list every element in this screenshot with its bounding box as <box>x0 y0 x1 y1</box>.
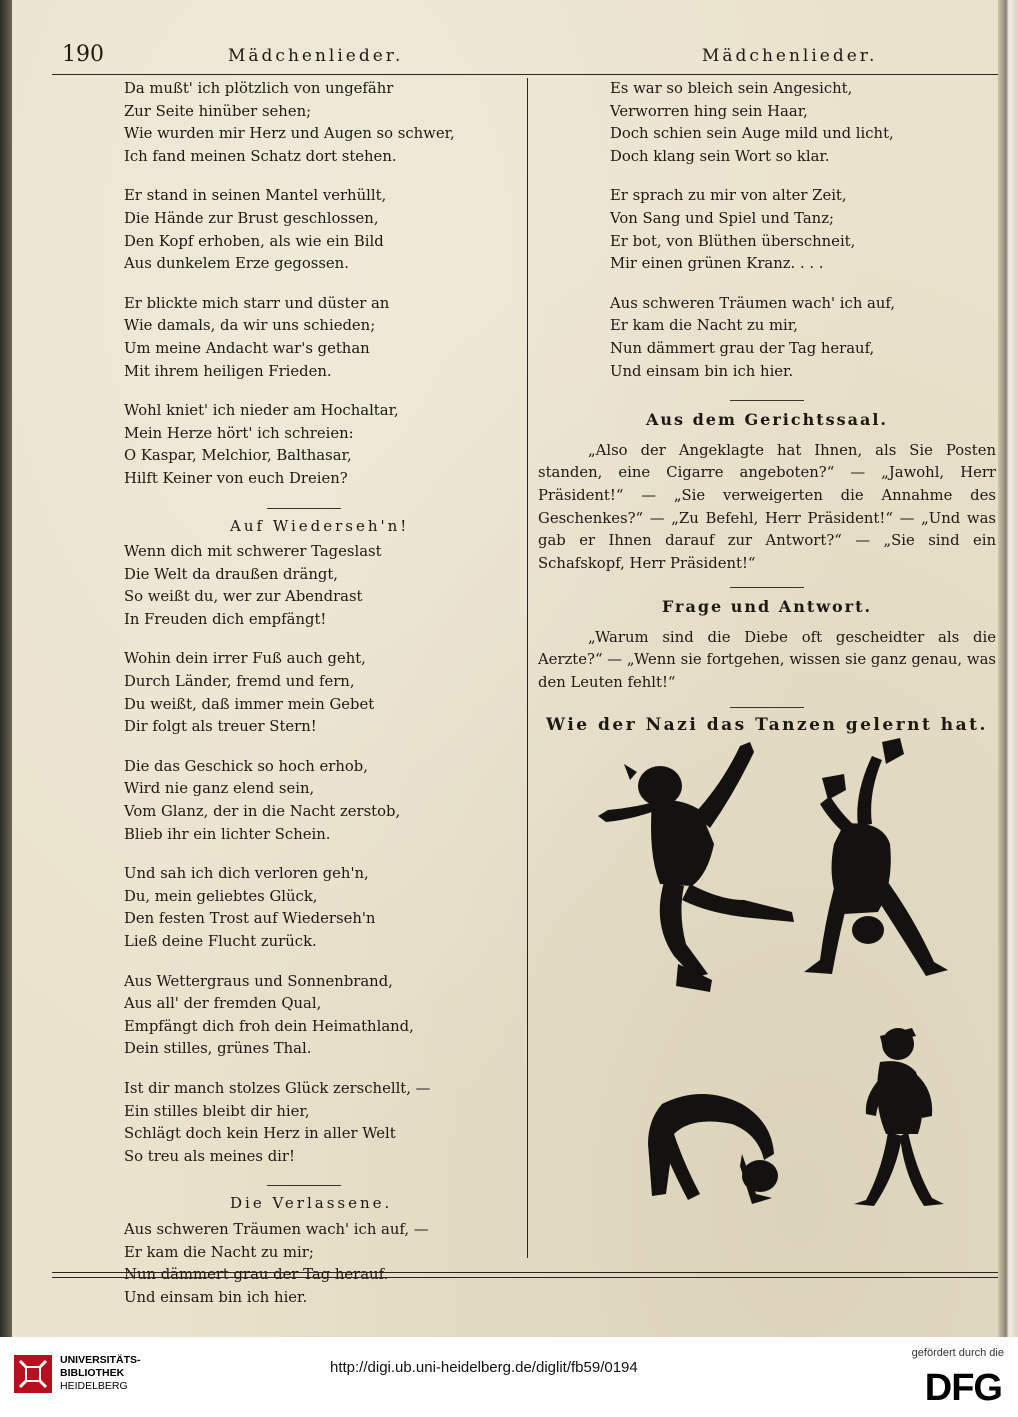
verse-line: In Freuden dich empfängt! <box>124 610 327 628</box>
verse-line: Er bot, von Blüthen überschneit, <box>610 232 856 250</box>
verse-line: Wie damals, da wir uns schieden; <box>124 317 376 335</box>
verse-line: Ist dir manch stolzes Glück zerschellt, — <box>124 1079 431 1097</box>
verse-line: Aus schweren Träumen wach' ich auf, — <box>124 1220 429 1238</box>
section-title-frage-antwort: Frage und Antwort. <box>661 597 873 617</box>
verse-line: Schlägt doch kein Herz in aller Welt <box>124 1125 396 1143</box>
silhouette-cartoon <box>582 724 1002 1224</box>
stanza <box>124 648 514 738</box>
verse-line: Zur Seite hinüber sehen; <box>124 102 312 120</box>
stanza <box>124 541 514 631</box>
stanza <box>124 1219 514 1309</box>
verse-line: Nun dämmert grau der Tag herauf. <box>124 1266 389 1284</box>
verse-line: Ich fand meinen Schatz dort stehen. <box>124 147 397 165</box>
dfg-logo: DFG <box>924 1367 1002 1409</box>
running-title-left: Mädchenlieder. <box>228 46 404 66</box>
viewer-footer <box>0 1337 1018 1417</box>
verse-line: Dir folgt als treuer Stern! <box>124 718 317 736</box>
separator-rule <box>730 587 804 588</box>
scan-edge-right <box>998 0 1018 1337</box>
anecdote-frage-antwort: „Warum sind die Diebe oft gescheidter als die Aerzte?“ — „Wenn sie fortgehen, wissen sie ganz genau, was den Leuten fehlt!“ <box>538 628 996 692</box>
silhouette-figure-bending <box>648 1094 778 1204</box>
bottom-rule-thin <box>52 1277 1002 1278</box>
verse-line: Aus all' der fremden Qual, <box>124 995 322 1013</box>
verse-line: Es war so bleich sein Angesicht, <box>610 80 853 97</box>
silhouette-figure-jumping <box>598 742 794 992</box>
verse-line: Du weißt, daß immer mein Gebet <box>124 695 375 713</box>
verse-line: Ließ deine Flucht zurück. <box>124 933 317 950</box>
anecdote-gerichtssaal: „Also der Angeklagte hat Ihnen, als Sie Posten standen, eine Cigarre angeboten?“ — „Jawohl, Herr Präsident!“ — „Sie verweigerten die Annahme des Geschenkes?“ — „Zu Befehl, Herr Präsident!“ — „Und was gab er Ihnen darauf zur Antwort?“ — „Sie sind ein Schafskopf, Herr Präsident!“ <box>538 441 996 572</box>
stanza <box>124 971 514 1061</box>
book-page <box>12 0 998 1337</box>
verse-line: Blieb ihr ein lichter Schein. <box>124 825 331 843</box>
verse-line: Die Hände zur Brust geschlossen, <box>124 209 379 227</box>
verse-line: Er kam die Nacht zu mir, <box>610 317 798 335</box>
verse-line: Wenn dich mit schwerer Tageslast <box>124 543 382 561</box>
verse-line: Wohl kniet' ich nieder am Hochaltar, <box>124 402 399 420</box>
verse-line: Mit ihrem heiligen Frieden. <box>124 362 332 380</box>
stanza <box>124 400 514 490</box>
verse-line: Vom Glanz, der in die Nacht zerstob, <box>124 803 401 821</box>
verse-line: Nun dämmert grau der Tag herauf, <box>610 339 875 357</box>
verse-line: Wohin dein irrer Fuß auch geht, <box>124 650 366 668</box>
left-column <box>124 78 514 1326</box>
poem-title-auf-wiedersehn: Auf Wiederseh'n! <box>230 516 410 535</box>
page-number: 190 <box>62 42 104 67</box>
separator-rule <box>730 707 804 708</box>
verse-line: Dein stilles, grünes Thal. <box>124 1040 312 1058</box>
stanza <box>124 185 514 275</box>
verse-line: Doch schien sein Auge mild und licht, <box>610 125 894 143</box>
poem-auf-wiedersehn <box>124 541 514 1168</box>
stanza <box>124 78 514 168</box>
verse-line: Und einsam bin ich hier. <box>124 1288 308 1306</box>
poem-title-die-verlassene: Die Verlassene. <box>230 1194 393 1213</box>
institution-name: UNIVERSITÄTS- BIBLIOTHEK HEIDELBERG <box>60 1354 141 1392</box>
running-title-right: Mädchenlieder. <box>702 46 878 66</box>
verse-line: Durch Länder, fremd und fern, <box>124 673 355 691</box>
stanza <box>124 863 514 953</box>
verse-line: Er sprach zu mir von alter Zeit, <box>610 187 847 205</box>
scan-edge-left <box>0 0 12 1337</box>
stanza <box>124 756 514 846</box>
verse-line: Ein stilles bleibt dir hier, <box>124 1102 310 1120</box>
verse-line: Hilft Keiner von euch Dreien? <box>124 469 348 487</box>
verse-line: Den festen Trost auf Wiederseh'n <box>124 910 376 928</box>
verse-line: Mir einen grünen Kranz. . . . <box>610 255 824 273</box>
verse-line: Aus Wettergraus und Sonnenbrand, <box>124 972 393 990</box>
verse-line: Von Sang und Spiel und Tanz; <box>610 209 834 227</box>
stanza <box>610 185 996 275</box>
silhouette-figure-standing <box>854 1028 944 1206</box>
poem-die-verlassene-continued <box>610 78 996 383</box>
poem-die-verlassene <box>124 1219 514 1309</box>
verse-line: Die Welt da draußen drängt, <box>124 565 338 583</box>
verse-line: O Kaspar, Melchior, Balthasar, <box>124 447 352 465</box>
bottom-rule <box>52 1272 1002 1273</box>
cartoon-title: Wie der Nazi das Tanzen gelernt hat. <box>546 714 988 735</box>
separator-rule <box>267 508 341 509</box>
poem-maedchenlieder-continued <box>124 78 514 491</box>
verse-line: Und sah ich dich verloren geh'n, <box>124 865 369 883</box>
verse-line: Den Kopf erhoben, als wie ein Bild <box>124 232 384 250</box>
stanza <box>610 78 996 168</box>
funding-note: gefördert durch die <box>911 1347 1004 1359</box>
verse-line: Wird nie ganz elend sein, <box>124 780 315 798</box>
separator-rule <box>730 400 804 401</box>
verse-line: Aus dunkelem Erze gegossen. <box>124 255 349 273</box>
stanza <box>124 293 514 383</box>
verse-line: Verworren hing sein Haar, <box>610 102 808 120</box>
verse-line: Mein Herze hört' ich schreien: <box>124 424 354 442</box>
university-library-logo-icon <box>12 1353 54 1395</box>
verse-line: Und einsam bin ich hier. <box>610 362 794 380</box>
verse-line: Da mußt' ich plötzlich von ungefähr <box>124 80 394 97</box>
verse-line: Um meine Andacht war's gethan <box>124 339 370 357</box>
verse-line: So weißt du, wer zur Abendrast <box>124 588 363 606</box>
verse-line: So treu als meines dir! <box>124 1147 295 1165</box>
verse-line: Die das Geschick so hoch erhob, <box>124 757 368 775</box>
permalink-url[interactable]: http://digi.ub.uni-heidelberg.de/diglit/fb59/0194 <box>330 1359 638 1376</box>
verse-line: Aus schweren Träumen wach' ich auf, <box>610 294 896 312</box>
column-divider <box>527 78 528 1258</box>
verse-line: Wie wurden mir Herz und Augen so schwer, <box>124 125 455 143</box>
verse-line: Doch klang sein Wort so klar. <box>610 147 830 165</box>
verse-line: Er kam die Nacht zu mir; <box>124 1243 314 1261</box>
header-rule <box>52 74 1002 75</box>
stanza <box>610 293 996 383</box>
separator-rule <box>267 1185 341 1186</box>
verse-line: Empfängt dich froh dein Heimathland, <box>124 1017 414 1035</box>
section-title-gerichtssaal: Aus dem Gerichtssaal. <box>645 410 888 430</box>
right-column <box>538 78 996 736</box>
verse-line: Du, mein geliebtes Glück, <box>124 887 318 905</box>
verse-line: Er blickte mich starr und düster an <box>124 294 390 312</box>
silhouette-figure-handstand <box>804 738 948 976</box>
stanza <box>124 1078 514 1168</box>
verse-line: Er stand in seinen Mantel verhüllt, <box>124 187 387 205</box>
